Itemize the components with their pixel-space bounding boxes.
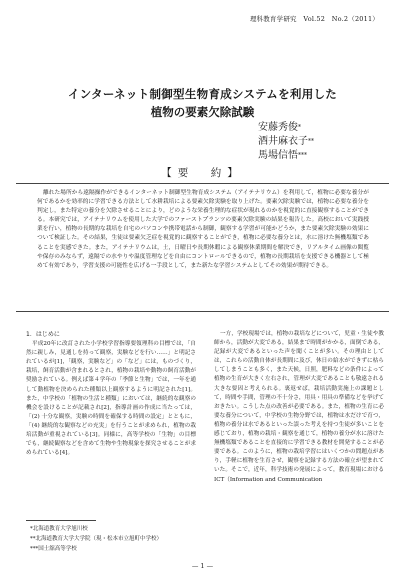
footnotes: [30, 524, 162, 554]
body-left-column: [26, 330, 196, 458]
paper-title-line-1: インターネット制御型生物育成システムを利用した: [67, 87, 338, 101]
author-name: 安藤秀俊: [258, 122, 298, 133]
footnote-rule: [26, 520, 96, 521]
body-right-column: [214, 330, 384, 485]
abstract-top-rule: [16, 183, 389, 184]
section-heading: 1．はじめに: [26, 331, 60, 338]
body-paragraph-left: 平成20年に改訂された小学校学習指導要領理科の目標では，「自然に親しみ，見通しを持って観察，実験などを行い……」と明記されているが[1]，「観察，実験など」の「など」には，ものづくり，栽培，飼育活動が含まれるとされ，植物の栽培や動物の飼育活動が奨励されている。例えば第４学年の「季節と生物」では，一年を通して動植物を決められた種類以上観察するように明記された[1]。また，中学校の「植物の生活と種類」においては，継続的な観察の機会を設けることが記載され[2]，指導計画の作成に当たっては，「(2) 十分な観察，実験の時間を確保する時間の設定」とともに，「(4) 継続的な観察などの充実」を行うことが求められ，植物の栽培活動が重視されている[3]。同様に，高等学校の「生物」の目標でも，継続観察などを含めて生物や生物現象を探究させることが求められている[4]。: [26, 341, 196, 457]
author: [258, 121, 314, 135]
footnote: **北海道教育大学大学院（現・松本市立旭町中学校）: [30, 536, 163, 542]
page-number: — 1 —: [191, 562, 214, 570]
body-paragraph-right: 一方，学校現場では，植物の栽培などについて，児童・生徒や教師から，活動が大変である，結果まで時間がかかる，面倒である，記録が大変であるといった声を聞くことが多い。その理由としては，これらの活動自体が長期間に及び，休日の給水ができずに枯らしてしまうことも多く，また天候，日照，肥料などの条件によって植物の生育が大きく左右され，管理が大変であることも敬遠される大きな要因と考えられる。裏返せば，栽培活動実施上の課題として，時間や手間，管理の不十分さ，用具・用具の準備などを挙げておきたい。こうした点の改善が必要である。また，植物の生育に必要な養分について，中学校の生物分野では，植物は水だけで育つ，植物の養分は水であるといった誤った考えを持つ生徒が多いことを感じており，植物の栽培・観察を通じて，植物の養分が水に溶けた無機塩類であることを直接的に学習できる教材を開発することが必要である。このように，植物の栽培学習にはいくつかの問題点があり，手軽に植物を生育させ，観察を記録する方法の確立が望まれていた。そこで，近年，科学技術の発展によって，教育現場における ICT（Information and Communication: [214, 331, 384, 483]
author: [258, 135, 314, 149]
abstract-heading: 【要 約】: [161, 167, 244, 179]
footnote: ***国士舘高等学校: [30, 546, 77, 552]
footnote: *北海道教育大学旭川校: [30, 526, 88, 532]
author-affiliation-mark: **: [308, 138, 314, 145]
abstract-bottom-rule: [16, 311, 389, 312]
author: [258, 149, 314, 163]
paper-title-line-2: 植物の要素欠除試験: [150, 105, 255, 119]
author-affiliation-mark: ***: [298, 152, 307, 159]
author-affiliation-mark: *: [298, 124, 301, 131]
author-name: 馬場信悟: [258, 150, 298, 161]
author-name: 酒井麻衣子: [258, 136, 308, 147]
abstract-text: 離れた場所から遠隔操作ができるインターネット制御型生物育成システム（アイテナリウム）を利用して，植物に必要な養分が何であるかを効率的に学習できる方法として水耕栽培による要素欠除実験を取り上げた。要素欠除実験では，植物に必要な養分を判定し，また特定の養分を欠除させることにより，どのような栄養生理的な症状が現れるのかを視覚的に直接観察することができる。本研究では，アイテナリウムを使用した大学でのファーストプランツの要素欠除実験の結果を報告した。高校において実践授業を行い，植物の長期的な栽培を自宅のパソコンや携帯電話から制御，観察する学習が可能かどうか，また要素欠除実験の効果について検証した。その結果，生徒は要素欠乏症を視覚的に観察することができ，植物に必要な養分とは，水に溶けた無機塩類であることを実感できた。また，アイテナリウムは，土，日曜日や長期休暇による観察休業期間を解決でき，リアルタイム画像の閲覧や保存のみならず，遠隔での水やりや温度管理などを自由にコントロールできるので，植物の長期栽培を支援できる機器として極めて有効であり，学習支援の可能性を広げる一手段として，また新たな学習システムとしてその効果が期待できる。: [37, 190, 369, 269]
journal-header: 理科教育学研究 Vol.52 No.2（2011）: [249, 15, 379, 23]
author-list: [258, 121, 314, 163]
